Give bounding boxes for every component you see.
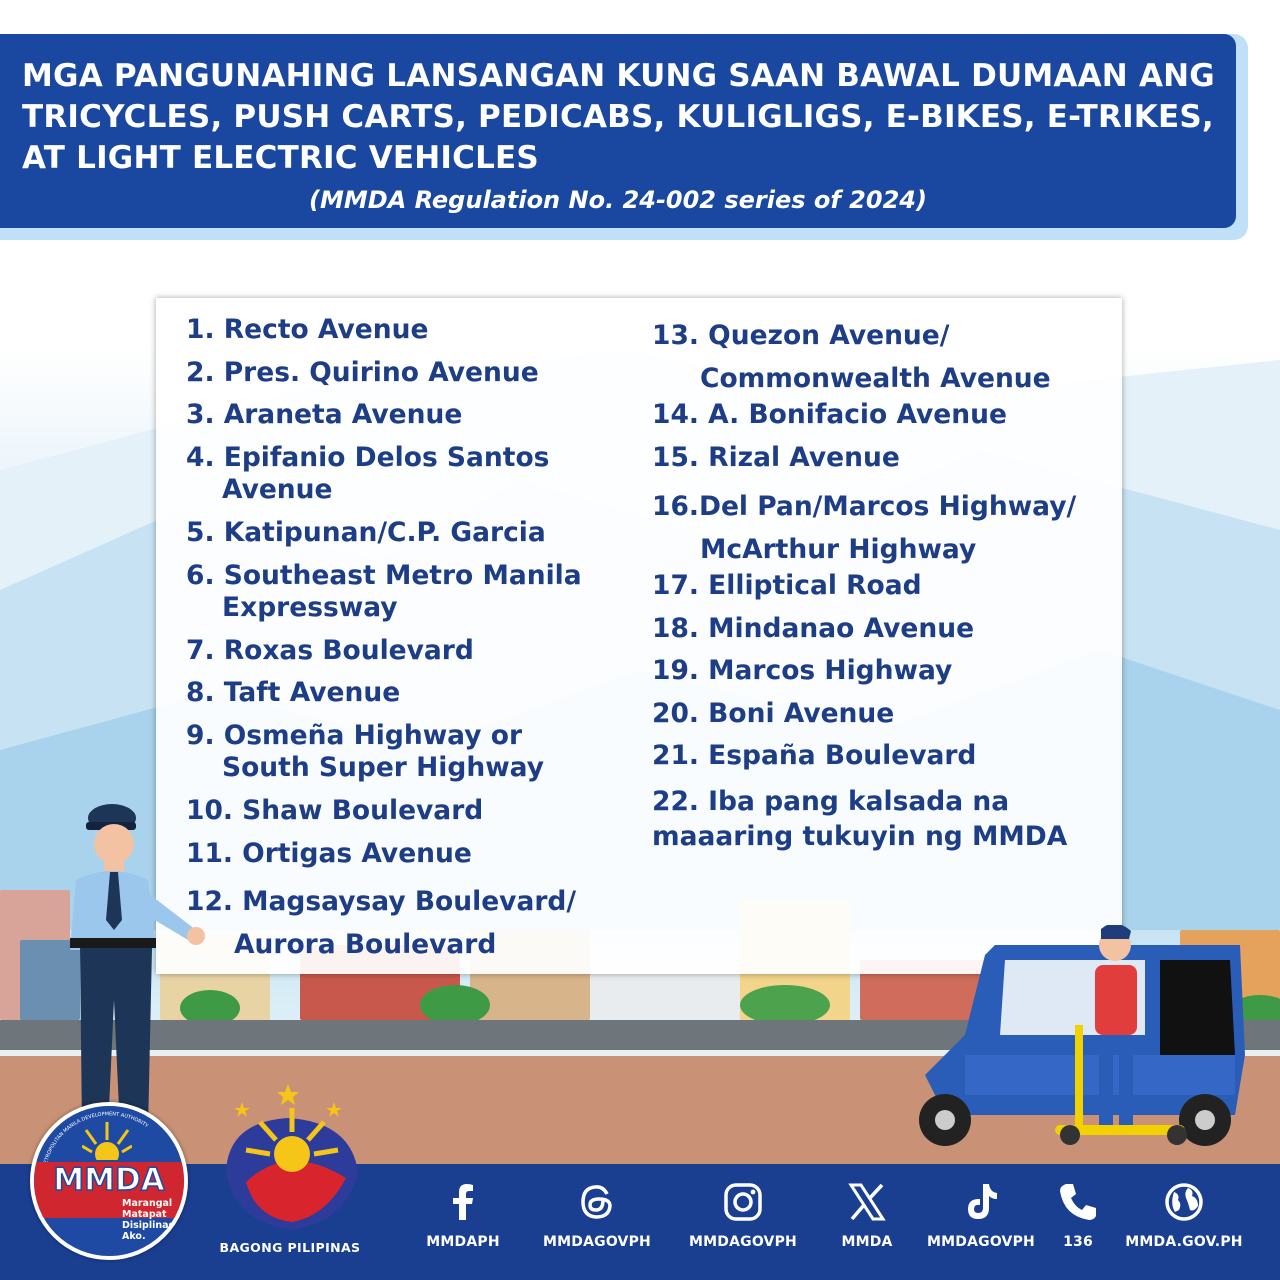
list-item: 9. Osmeña Highway or South Super Highway [186,720,545,783]
list-item: 7. Roxas Boulevard [186,635,474,666]
bagong-pilipinas-label: BAGONG PILIPINAS [219,1240,361,1255]
regulation-reference: (MMDA Regulation No. 24-002 series of 2024) [309,186,927,214]
list-item: 17. Elliptical Road [652,570,922,601]
mmda-tagline: Marangal Matapat Disiplinado Ako. [122,1198,182,1242]
mmda-wordmark: MMDA [53,1162,165,1198]
traffic-enforcer-illustration [56,800,216,1130]
social-threads[interactable]: MMDAGOVPH [532,1180,662,1250]
social-phone[interactable]: 136 [1013,1180,1143,1250]
list-item: 13. Quezon Avenue/ Commonwealth Avenue [652,320,1051,394]
list-item: 10. Shaw Boulevard [186,795,484,826]
list-item: 6. Southeast Metro Manila Expressway [186,560,582,623]
road-list-card [156,298,1122,974]
social-website[interactable]: MMDA.GOV.PH [1119,1180,1249,1250]
list-item: 5. Katipunan/C.P. Garcia [186,517,546,548]
page-title: MGA PANGUNAHING LANSANGAN KUNG SAAN BAWAL DUMAAN ANG TRICYCLES, PUSH CARTS, PEDICABS, KULIGLIGS, E-BIKES, E-TRIKES, AT LIGHT ELECTRIC VEHICLES [22,58,1215,176]
phone-icon [1056,1180,1100,1224]
list-item: 4. Epifanio Delos Santos Avenue [186,442,550,505]
list-item: 3. Araneta Avenue [186,399,463,430]
svg-text:METROPOLITAN MANILA DEVELOPMEN: TROPOLITAN MANILA DEVELOPMENT AUTHORITY [43,1111,150,1162]
social-facebook[interactable]: MMDAPH [398,1180,528,1250]
list-item: 22. Iba pang kalsada na maaaring tukuyin ng MMDA [652,786,1068,852]
list-item: 15. Rizal Avenue [652,442,900,473]
bagong-pilipinas-logo [216,1082,366,1232]
list-item: 2. Pres. Quirino Avenue [186,357,539,388]
list-item: 14. A. Bonifacio Avenue [652,399,1007,430]
list-item: 21. España Boulevard [652,740,977,771]
list-item: 12. Magsaysay Boulevard/ Aurora Boulevard [186,886,577,960]
threads-icon [575,1180,619,1224]
facebook-icon [441,1180,485,1224]
social-x[interactable]: MMDA [802,1180,932,1250]
list-item: 18. Mindanao Avenue [652,613,975,644]
tiktok-icon [959,1180,1003,1224]
globe-icon [1162,1180,1206,1224]
instagram-icon [721,1180,765,1224]
header-banner [0,34,1236,228]
tricycle-illustration [905,925,1255,1155]
social-instagram[interactable]: MMDAGOVPH [678,1180,808,1250]
x-icon [845,1180,889,1224]
list-item: 16.Del Pan/Marcos Highway/ McArthur Highway [652,491,1077,565]
social-tiktok[interactable]: MMDAGOVPH [916,1180,1046,1250]
list-item: 11. Ortigas Avenue [186,838,472,869]
list-item: 1. Recto Avenue [186,314,429,345]
mmda-logo [30,1102,188,1260]
list-item: 20. Boni Avenue [652,698,895,729]
list-item: 8. Taft Avenue [186,677,401,708]
list-item: 19. Marcos Highway [652,655,953,686]
